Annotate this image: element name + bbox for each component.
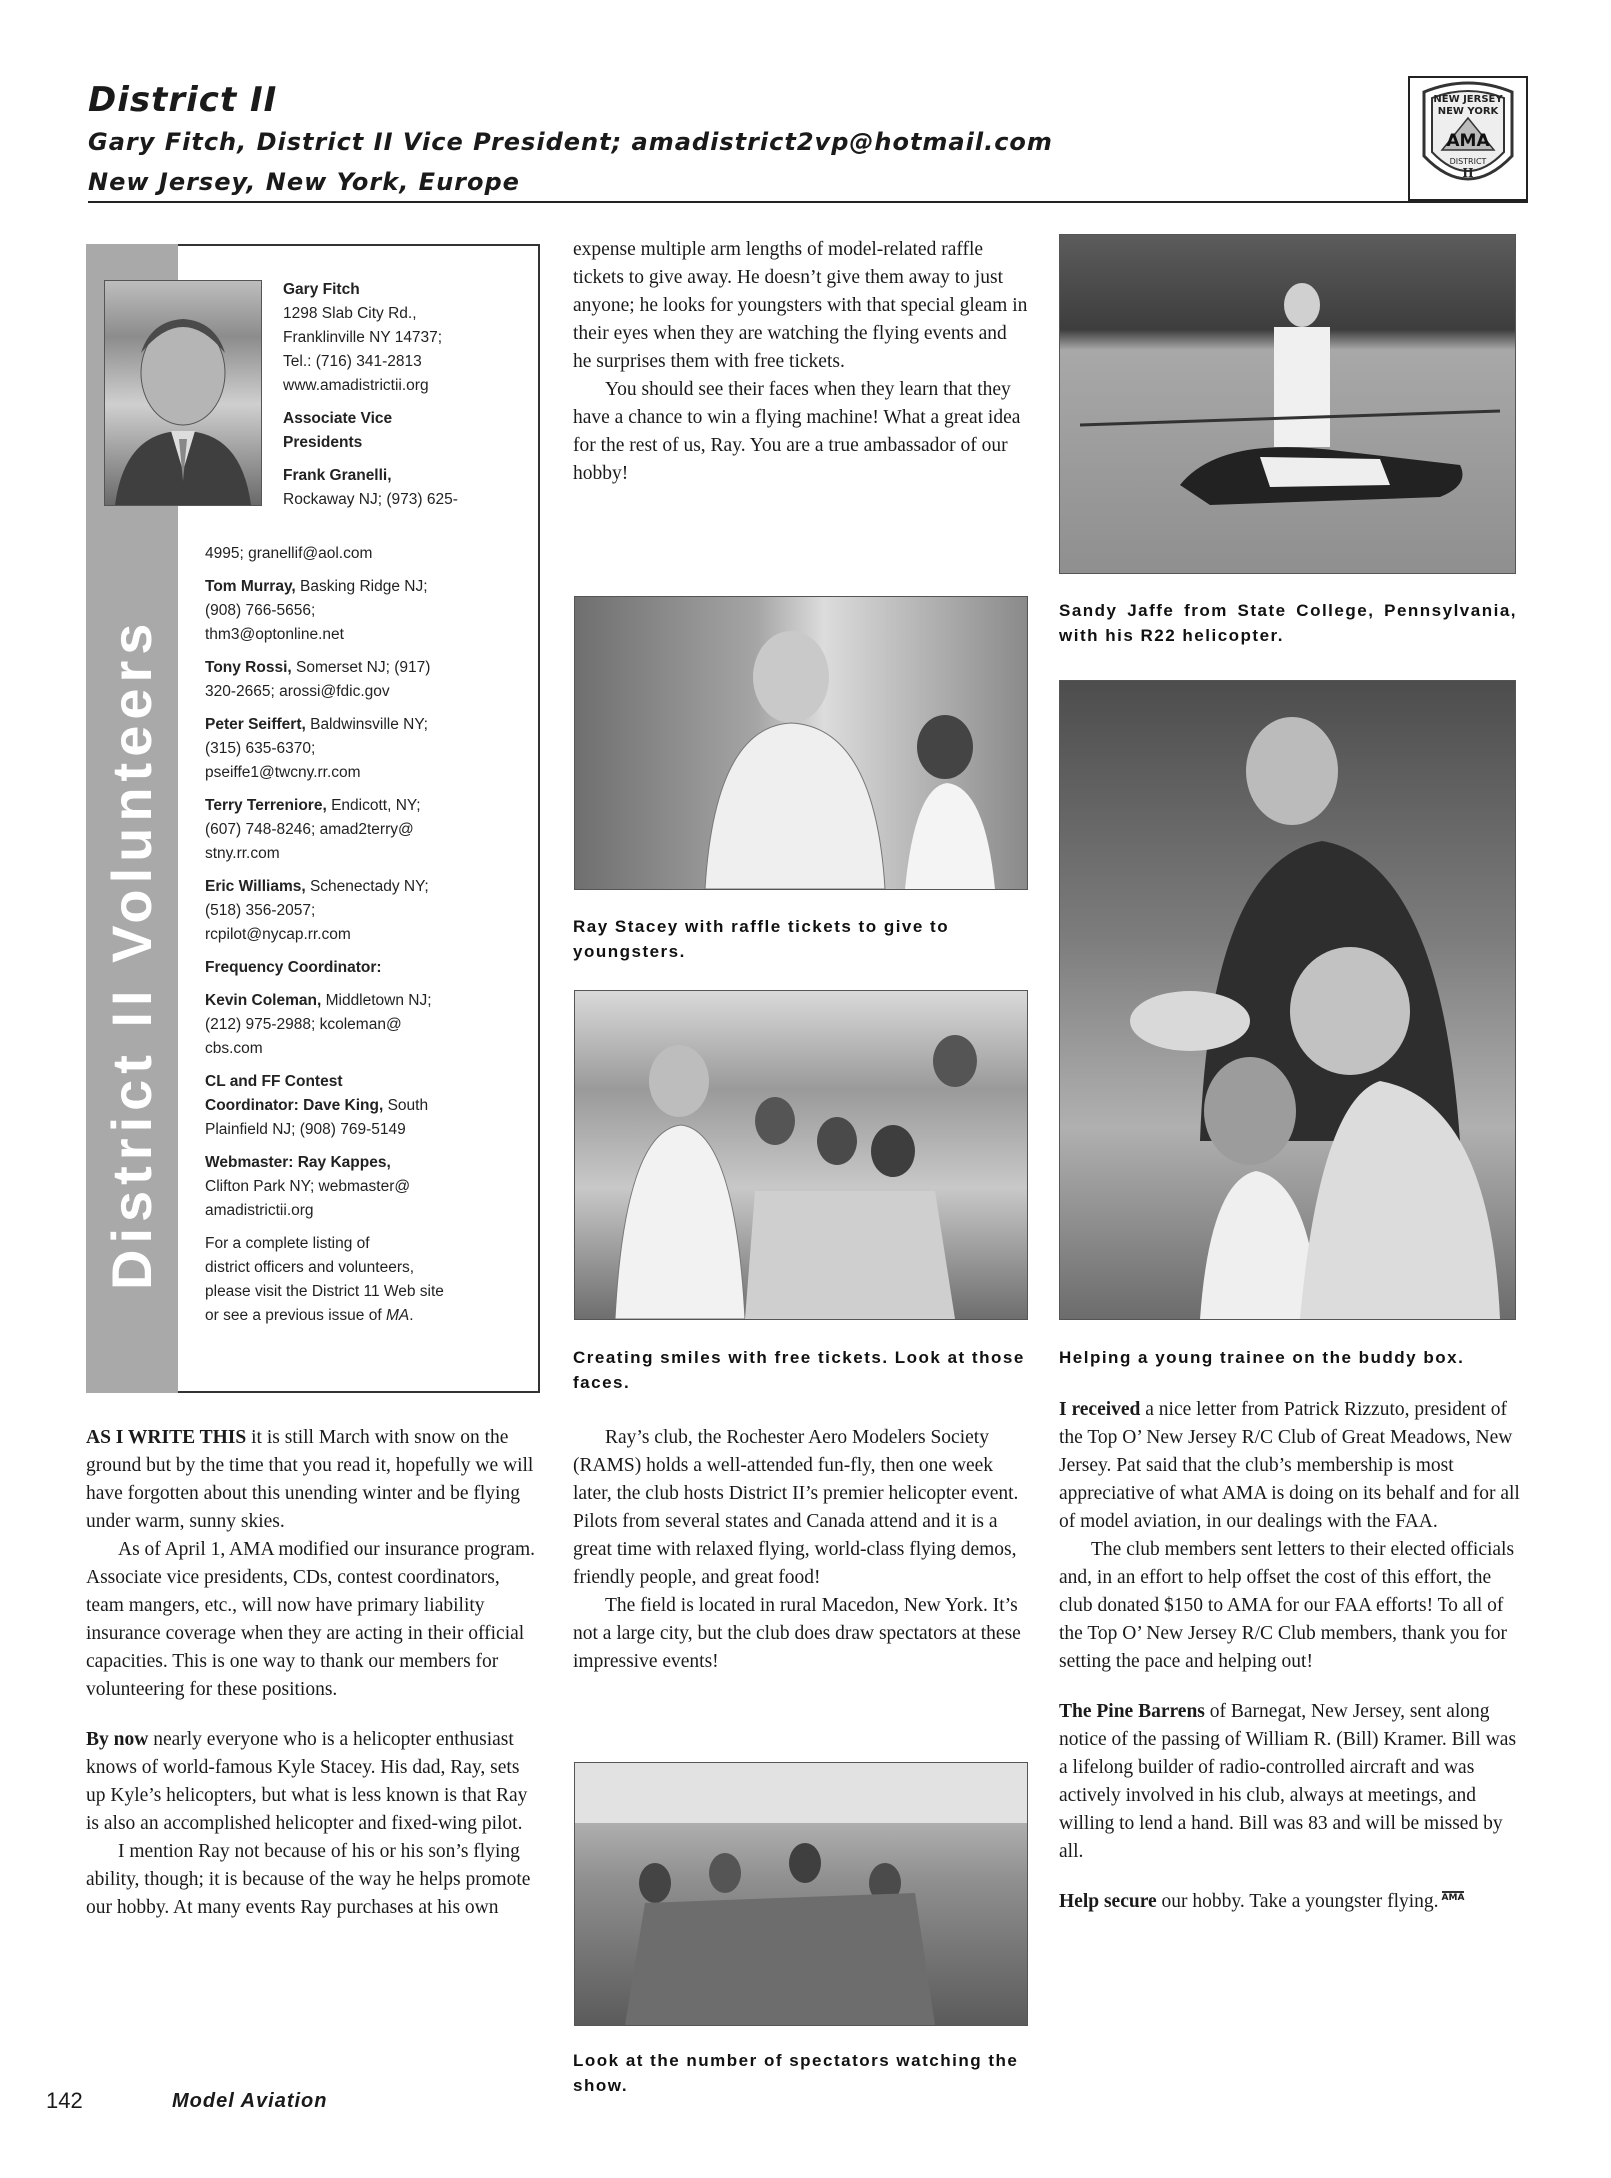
volunteer-detail: (908) 766-5656; [205, 602, 316, 619]
gary-fitch-portrait [104, 280, 262, 506]
lead-in: The Pine Barrens [1059, 1701, 1205, 1722]
volunteer-name: Kevin Coleman, [205, 992, 322, 1009]
vp-contact-line: Gary Fitch, District II Vice President; amadistrict2vp@hotmail.com [88, 128, 1053, 156]
clff-heading: CL and FF Contest [205, 1073, 343, 1090]
paragraph [86, 1424, 536, 1536]
caption-smiles: Creating smiles with free tickets. Look at those faces. [573, 1348, 1025, 1392]
volunteer-location: Basking Ridge NJ; [295, 578, 428, 595]
webmaster-name: Webmaster: Ray Kappes, [205, 1154, 391, 1171]
photo-spectators [574, 1762, 1028, 2026]
granelli-name: Frank Granelli, [283, 467, 392, 484]
photo-ray-stacey [574, 596, 1028, 890]
paragraph [1059, 1396, 1521, 1536]
volunteer-name: Peter Seiffert, [205, 716, 306, 733]
logo-top-text: NEW JERSEY [1433, 94, 1503, 105]
column-2-bottom-text [573, 1424, 1029, 1676]
paragraph [1059, 1888, 1521, 1916]
volunteer-name: Tony Rossi, [205, 659, 292, 676]
volunteer-entry [205, 794, 535, 818]
magazine-name: Model Aviation [172, 2090, 328, 2112]
column-3-text [1059, 1396, 1521, 1916]
volunteer-location: Schenectady NY; [305, 878, 429, 895]
column-1-text [86, 1424, 536, 1922]
paragraph-text: it is still March with snow on the ground but by the time that you read it, hopefully we will have forgotten about this unending winter and be flying under warm, sunny skies. [86, 1427, 534, 1532]
district-logo [1408, 76, 1528, 201]
volunteer-email[interactable]: stny.rr.com [205, 845, 280, 862]
photo-smiles-illustration [575, 991, 1027, 1319]
volunteer-detail: (212) 975-2988; kcoleman@ [205, 1016, 402, 1033]
vp-contact-block [283, 278, 533, 512]
sidebar-note-line [205, 1304, 535, 1328]
lead-in: Help secure [1059, 1891, 1157, 1912]
logo-numeral-text: II [1462, 166, 1474, 180]
volunteer-name: Terry Terreniore, [205, 797, 327, 814]
volunteer-name: Eric Williams, [205, 878, 306, 895]
paragraph-text: our hobby. Take a youngster flying. [1156, 1891, 1439, 1912]
paragraph: You should see their faces when they learn that they have a chance to win a flying machine! What a great idea for the rest of us, Ray. You are a true ambassador of our hobby! [573, 379, 1021, 484]
logo-district-text: DISTRICT [1449, 157, 1487, 166]
volunteer-location: Baldwinsville NY; [305, 716, 428, 733]
volunteer-detail: 320-2665; arossi@fdic.gov [205, 683, 390, 700]
volunteer-location: Somerset NJ; (917) [291, 659, 431, 676]
lead-in: AS I WRITE THIS [86, 1427, 247, 1448]
paragraph: I mention Ray not because of his or his son’s flying ability, though; it is because of the way he helps promote our hobby. At many events Ray purchases at his own [86, 1841, 531, 1918]
volunteer-entry [205, 656, 535, 680]
vp-website[interactable]: www.amadistrictii.org [283, 377, 429, 394]
photo-buddy-box-illustration [1060, 681, 1515, 1319]
caption-ray-stacey: Ray Stacey with raffle tickets to give to youngsters. [573, 917, 950, 961]
volunteer-detail: (315) 635-6370; [205, 740, 316, 757]
granelli-line2: 4995; granellif@aol.com [205, 545, 373, 562]
volunteer-location: Middletown NJ; [321, 992, 432, 1009]
paragraph [1059, 1698, 1521, 1866]
caption-spectators: Look at the number of spectators watching the show. [573, 2051, 1019, 2095]
sidebar-note-line: please visit the District 11 Web site [205, 1283, 444, 1300]
photo-helicopter-illustration [1060, 235, 1515, 573]
photo-smiles [574, 990, 1028, 1320]
paragraph [86, 1726, 536, 1838]
caption-buddy-box: Helping a young trainee on the buddy box. [1059, 1348, 1465, 1367]
column-2-top-text [573, 236, 1029, 488]
photo-buddy-box [1059, 680, 1516, 1320]
volunteer-detail: (607) 748-8246; amad2terry@ [205, 821, 414, 838]
volunteer-email[interactable]: thm3@optonline.net [205, 626, 344, 643]
paragraph: expense multiple arm lengths of model-related raffle tickets to give away. He doesn’t give them away to just anyone; he looks for youngsters with that special gleam in their eyes when they are watching the flying events and he surprises them with free tickets. [573, 239, 1028, 372]
paragraph: The club members sent letters to their elected officials and, in an effort to help offset the cost of this effort, the club donated $150 to AMA for our FAA efforts! To all of the Top O’ New Jersey R/C Club members, thank you for setting the pace and helping out! [1059, 1539, 1515, 1672]
volunteer-email[interactable]: rcpilot@nycap.rr.com [205, 926, 351, 943]
sidebar-note-end: . [409, 1307, 414, 1324]
sidebar-vertical-title: District II Volunteers [100, 617, 163, 1290]
volunteer-email[interactable]: cbs.com [205, 1040, 263, 1057]
lead-in: By now [86, 1729, 149, 1750]
logo-sub-text: NEW YORK [1437, 106, 1499, 117]
volunteer-name: Tom Murray, [205, 578, 296, 595]
assoc-heading-2: Presidents [283, 434, 363, 451]
volunteer-entry [205, 875, 535, 899]
vp-address1: 1298 Slab City Rd., [283, 305, 417, 322]
sidebar-note-text: or see a previous issue of [205, 1307, 386, 1324]
page-number: 142 [46, 2088, 83, 2113]
paragraph-text: a nice letter from Patrick Rizzuto, president of the Top O’ New Jersey R/C Club of Great Meadows, New Jersey. Pat said that the club’s membership is most appreciative of what AMA is doing on its behalf and for all of model aviation, in our dealings with the FAA. [1059, 1399, 1520, 1532]
volunteer-detail: (518) 356-2057; [205, 902, 316, 919]
paragraph-text: nearly everyone who is a helicopter enthusiast knows of world-famous Kyle Stacey. His dad, Ray, sets up Kyle’s helicopters, but what is less known is that Ray is also an accomplished helicopter and fixed-wing pilot. [86, 1729, 528, 1834]
granelli-line1: Rockaway NJ; (973) 625- [283, 491, 458, 508]
clff-coordinator: Coordinator: Dave King, [205, 1097, 384, 1114]
regions-line: New Jersey, New York, Europe [88, 168, 520, 196]
photo-sandy-jaffe [1059, 234, 1516, 574]
lead-in: I received [1059, 1399, 1141, 1420]
portrait-illustration [105, 281, 261, 505]
volunteer-email[interactable]: pseiffe1@twcny.rr.com [205, 764, 361, 781]
ama-district-badge-icon [1410, 78, 1526, 199]
paragraph: Ray’s club, the Rochester Aero Modelers Society (RAMS) holds a well-attended fun-fly, then one week later, the club hosts District II’s premier helicopter event. Pilots from several states and Canada attend and it is a great time with relaxed flying, world-class flying demos, friendly people, and great food! [573, 1427, 1019, 1588]
sidebar-note-line: district officers and volunteers, [205, 1259, 415, 1276]
paragraph: The field is located in rural Macedon, New York. It’s not a large city, but the club does draw spectators at these impressive events! [573, 1595, 1021, 1672]
volunteer-entry [205, 713, 535, 737]
sidebar-note-line: For a complete listing of [205, 1235, 370, 1252]
clff-detail: Plainfield NJ; (908) 769-5149 [205, 1121, 406, 1138]
vp-name: Gary Fitch [283, 281, 360, 298]
clff-location: South [383, 1097, 429, 1114]
photo-spectators-illustration [575, 1763, 1027, 2025]
frequency-heading: Frequency Coordinator: [205, 959, 382, 976]
caption-sandy-jaffe: Sandy Jaffe from State College, Pennsylvania, with his R22 helicopter. [1059, 601, 1517, 645]
assoc-heading-1: Associate Vice [283, 410, 393, 427]
volunteer-entry [205, 989, 535, 1013]
page-title: District II [88, 80, 278, 120]
webmaster-detail: Clifton Park NY; webmaster@ [205, 1178, 411, 1195]
sidebar-note-mag: MA [385, 1307, 410, 1324]
logo-mark-text: AMA [1446, 131, 1490, 151]
volunteer-entry [205, 575, 535, 599]
vp-address2: Franklinville NY 14737; [283, 329, 443, 346]
paragraph: As of April 1, AMA modified our insurance program. Associate vice presidents, CDs, contest coordinators, team mangers, etc., will now have primary liability insurance coverage when they are acting in their official capacities. This is one way to thank our members for volunteering for these positions. [86, 1539, 536, 1700]
ama-end-mark-icon: AMA [1441, 1892, 1465, 1903]
header-rule [88, 201, 1528, 203]
volunteer-location: Endicott, NY; [326, 797, 421, 814]
volunteer-list [205, 542, 535, 1328]
vp-tel: Tel.: (716) 341-2813 [283, 353, 422, 370]
photo-ray-illustration [575, 597, 1027, 889]
webmaster-email[interactable]: amadistrictii.org [205, 1202, 314, 1219]
paragraph-text: of Barnegat, New Jersey, sent along notice of the passing of William R. (Bill) Kramer. Bill was a lifelong builder of radio-controlled aircraft and was actively involved in his club, always at meetings, and willing to lend a hand. Bill was 83 and will be missed by all. [1059, 1701, 1517, 1862]
